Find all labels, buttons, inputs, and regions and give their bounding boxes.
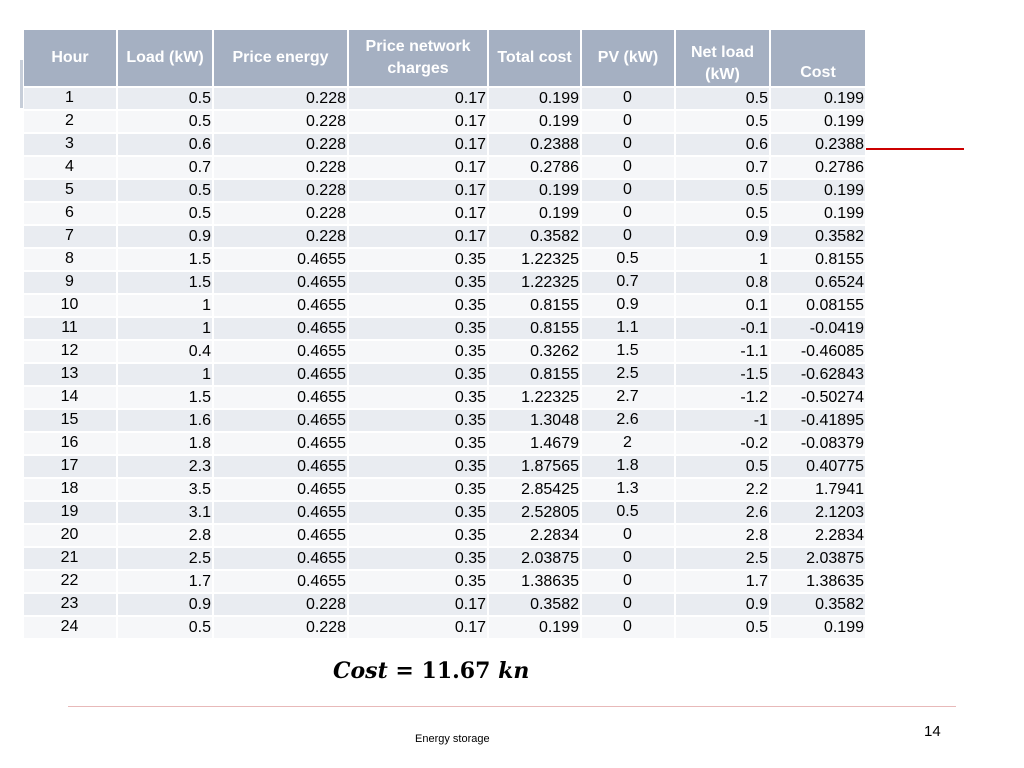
table-row bbox=[24, 547, 865, 570]
header-cost: Cost bbox=[770, 30, 865, 87]
header-total-cost: Total cost bbox=[488, 30, 581, 87]
cell-total-cost: 0.199 bbox=[488, 110, 581, 133]
cell-total-cost: 1.4679 bbox=[488, 432, 581, 455]
cell-hour: 3 bbox=[24, 133, 117, 156]
cell-net-load: 1 bbox=[675, 248, 770, 271]
cell-price-network: 0.17 bbox=[348, 156, 488, 179]
cell-load: 2.8 bbox=[117, 524, 213, 547]
cell-net-load: -0.1 bbox=[675, 317, 770, 340]
cell-cost: 0.6524 bbox=[770, 271, 865, 294]
cell-price-network: 0.35 bbox=[348, 317, 488, 340]
cell-price-network: 0.35 bbox=[348, 455, 488, 478]
cell-load: 1.8 bbox=[117, 432, 213, 455]
cell-hour: 15 bbox=[24, 409, 117, 432]
cell-cost: 2.03875 bbox=[770, 547, 865, 570]
cell-load: 0.9 bbox=[117, 225, 213, 248]
cell-price-network: 0.35 bbox=[348, 363, 488, 386]
cell-price-energy: 0.228 bbox=[213, 225, 348, 248]
cell-load: 0.5 bbox=[117, 110, 213, 133]
cell-pv: 0 bbox=[581, 87, 675, 110]
cell-hour: 23 bbox=[24, 593, 117, 616]
cell-price-network: 0.35 bbox=[348, 409, 488, 432]
cell-cost: 0.199 bbox=[770, 179, 865, 202]
cell-cost: 1.38635 bbox=[770, 570, 865, 593]
cell-total-cost: 2.03875 bbox=[488, 547, 581, 570]
header-net-load-line2: (kW) bbox=[705, 66, 740, 83]
cell-pv: 1.8 bbox=[581, 455, 675, 478]
table-header-row bbox=[24, 30, 865, 87]
cell-pv: 2.7 bbox=[581, 386, 675, 409]
header-price-network-line2: charges bbox=[387, 60, 449, 77]
cell-hour: 2 bbox=[24, 110, 117, 133]
cell-hour: 1 bbox=[24, 87, 117, 110]
formula-equals: = bbox=[395, 658, 414, 684]
cell-price-energy: 0.4655 bbox=[213, 570, 348, 593]
cell-pv: 2.5 bbox=[581, 363, 675, 386]
header-price-energy: Price energy bbox=[213, 30, 348, 87]
cell-pv: 0 bbox=[581, 225, 675, 248]
cell-price-energy: 0.4655 bbox=[213, 524, 348, 547]
cell-price-network: 0.17 bbox=[348, 616, 488, 639]
cell-net-load: -1 bbox=[675, 409, 770, 432]
table-row bbox=[24, 202, 865, 225]
table-row bbox=[24, 432, 865, 455]
cell-net-load: 0.8 bbox=[675, 271, 770, 294]
cell-net-load: 1.7 bbox=[675, 570, 770, 593]
cell-net-load: 0.5 bbox=[675, 616, 770, 639]
table-row bbox=[24, 225, 865, 248]
cell-net-load: 0.5 bbox=[675, 179, 770, 202]
cell-net-load: -1.2 bbox=[675, 386, 770, 409]
cell-load: 1 bbox=[117, 317, 213, 340]
header-net-load-line1: Net load bbox=[690, 44, 755, 61]
cell-cost: -0.50274 bbox=[770, 386, 865, 409]
cell-load: 1 bbox=[117, 363, 213, 386]
cell-pv: 0 bbox=[581, 570, 675, 593]
page-number: 14 bbox=[924, 723, 941, 740]
table-row bbox=[24, 294, 865, 317]
formula-value: 11.67 bbox=[421, 658, 491, 684]
cell-net-load: -1.5 bbox=[675, 363, 770, 386]
cell-pv: 2 bbox=[581, 432, 675, 455]
cell-cost: 0.2388 bbox=[770, 133, 865, 156]
cell-pv: 0 bbox=[581, 547, 675, 570]
cell-total-cost: 0.3582 bbox=[488, 593, 581, 616]
cell-price-network: 0.35 bbox=[348, 570, 488, 593]
table-row bbox=[24, 593, 865, 616]
cell-total-cost: 0.2786 bbox=[488, 156, 581, 179]
cell-price-energy: 0.228 bbox=[213, 202, 348, 225]
cell-cost: -0.62843 bbox=[770, 363, 865, 386]
cell-net-load: -1.1 bbox=[675, 340, 770, 363]
cell-load: 0.5 bbox=[117, 202, 213, 225]
header-load: Load (kW) bbox=[117, 30, 213, 87]
cell-cost: 0.199 bbox=[770, 110, 865, 133]
cell-price-energy: 0.4655 bbox=[213, 271, 348, 294]
cell-hour: 24 bbox=[24, 616, 117, 639]
cell-net-load: 0.9 bbox=[675, 225, 770, 248]
footer-divider bbox=[68, 706, 956, 707]
cell-hour: 6 bbox=[24, 202, 117, 225]
cell-load: 1 bbox=[117, 294, 213, 317]
cell-price-network: 0.35 bbox=[348, 432, 488, 455]
cell-pv: 0.9 bbox=[581, 294, 675, 317]
cell-cost: 0.3582 bbox=[770, 225, 865, 248]
cell-total-cost: 1.38635 bbox=[488, 570, 581, 593]
red-annotation-line bbox=[866, 148, 964, 150]
cell-pv: 0 bbox=[581, 202, 675, 225]
cell-net-load: 2.8 bbox=[675, 524, 770, 547]
cell-load: 1.5 bbox=[117, 248, 213, 271]
cell-net-load: 0.5 bbox=[675, 87, 770, 110]
table-row bbox=[24, 409, 865, 432]
cell-hour: 7 bbox=[24, 225, 117, 248]
cell-net-load: 0.5 bbox=[675, 455, 770, 478]
cell-load: 1.7 bbox=[117, 570, 213, 593]
cell-pv: 0.5 bbox=[581, 501, 675, 524]
cell-price-energy: 0.4655 bbox=[213, 409, 348, 432]
cell-price-energy: 0.4655 bbox=[213, 363, 348, 386]
cell-price-energy: 0.4655 bbox=[213, 455, 348, 478]
cell-net-load: 2.2 bbox=[675, 478, 770, 501]
table-row bbox=[24, 363, 865, 386]
cell-pv: 0 bbox=[581, 156, 675, 179]
cell-net-load: 2.5 bbox=[675, 547, 770, 570]
cell-price-energy: 0.4655 bbox=[213, 340, 348, 363]
cell-price-energy: 0.228 bbox=[213, 156, 348, 179]
cell-pv: 1.5 bbox=[581, 340, 675, 363]
cell-price-energy: 0.228 bbox=[213, 87, 348, 110]
cell-price-network: 0.35 bbox=[348, 386, 488, 409]
cell-price-network: 0.17 bbox=[348, 202, 488, 225]
table-row bbox=[24, 455, 865, 478]
cell-total-cost: 0.3582 bbox=[488, 225, 581, 248]
cell-total-cost: 0.8155 bbox=[488, 363, 581, 386]
cell-hour: 18 bbox=[24, 478, 117, 501]
cell-load: 0.5 bbox=[117, 179, 213, 202]
cell-hour: 21 bbox=[24, 547, 117, 570]
cell-total-cost: 0.3262 bbox=[488, 340, 581, 363]
cell-price-network: 0.35 bbox=[348, 524, 488, 547]
cell-load: 0.7 bbox=[117, 156, 213, 179]
formula-unit: kn bbox=[498, 658, 530, 684]
cell-cost: 0.199 bbox=[770, 616, 865, 639]
cell-price-energy: 0.228 bbox=[213, 179, 348, 202]
slide-edge-marker bbox=[20, 60, 23, 108]
table-row bbox=[24, 87, 865, 110]
table-row bbox=[24, 340, 865, 363]
cell-cost: -0.0419 bbox=[770, 317, 865, 340]
cell-net-load: 0.9 bbox=[675, 593, 770, 616]
cell-cost: 2.2834 bbox=[770, 524, 865, 547]
cell-cost: 0.2786 bbox=[770, 156, 865, 179]
table-row bbox=[24, 501, 865, 524]
cell-price-energy: 0.4655 bbox=[213, 248, 348, 271]
cell-cost: -0.46085 bbox=[770, 340, 865, 363]
table-row bbox=[24, 317, 865, 340]
cell-total-cost: 2.52805 bbox=[488, 501, 581, 524]
table-row bbox=[24, 271, 865, 294]
cell-load: 3.5 bbox=[117, 478, 213, 501]
cell-hour: 10 bbox=[24, 294, 117, 317]
cell-price-energy: 0.228 bbox=[213, 616, 348, 639]
cell-hour: 9 bbox=[24, 271, 117, 294]
cell-load: 0.5 bbox=[117, 87, 213, 110]
cell-total-cost: 1.22325 bbox=[488, 248, 581, 271]
cell-total-cost: 0.199 bbox=[488, 616, 581, 639]
cell-total-cost: 0.199 bbox=[488, 179, 581, 202]
cell-hour: 19 bbox=[24, 501, 117, 524]
cell-pv: 0 bbox=[581, 593, 675, 616]
cell-load: 1.5 bbox=[117, 386, 213, 409]
header-price-network-line1: Price network bbox=[365, 38, 471, 55]
cell-price-energy: 0.4655 bbox=[213, 294, 348, 317]
table-row bbox=[24, 616, 865, 639]
cell-price-network: 0.35 bbox=[348, 340, 488, 363]
table-row bbox=[24, 179, 865, 202]
cell-cost: 2.1203 bbox=[770, 501, 865, 524]
cell-total-cost: 1.22325 bbox=[488, 386, 581, 409]
cell-net-load: 0.7 bbox=[675, 156, 770, 179]
cell-net-load: 0.6 bbox=[675, 133, 770, 156]
table-row bbox=[24, 133, 865, 156]
cell-load: 1.6 bbox=[117, 409, 213, 432]
cell-pv: 1.3 bbox=[581, 478, 675, 501]
cell-pv: 0 bbox=[581, 133, 675, 156]
cell-cost: -0.08379 bbox=[770, 432, 865, 455]
header-hour: Hour bbox=[24, 30, 117, 87]
cell-price-network: 0.35 bbox=[348, 271, 488, 294]
cell-hour: 20 bbox=[24, 524, 117, 547]
cell-price-energy: 0.4655 bbox=[213, 386, 348, 409]
header-pv: PV (kW) bbox=[581, 30, 675, 87]
cell-cost: 0.199 bbox=[770, 202, 865, 225]
cell-net-load: -0.2 bbox=[675, 432, 770, 455]
cell-load: 0.9 bbox=[117, 593, 213, 616]
cell-cost: 0.199 bbox=[770, 87, 865, 110]
cell-total-cost: 0.8155 bbox=[488, 317, 581, 340]
cell-hour: 4 bbox=[24, 156, 117, 179]
cell-hour: 5 bbox=[24, 179, 117, 202]
cell-pv: 0 bbox=[581, 110, 675, 133]
cell-price-energy: 0.4655 bbox=[213, 478, 348, 501]
cell-price-energy: 0.4655 bbox=[213, 432, 348, 455]
cell-net-load: 2.6 bbox=[675, 501, 770, 524]
cell-pv: 0.5 bbox=[581, 248, 675, 271]
cell-cost: 0.40775 bbox=[770, 455, 865, 478]
cell-price-energy: 0.228 bbox=[213, 133, 348, 156]
cell-cost: 0.08155 bbox=[770, 294, 865, 317]
cell-load: 2.3 bbox=[117, 455, 213, 478]
cell-price-energy: 0.4655 bbox=[213, 317, 348, 340]
cell-cost: 1.7941 bbox=[770, 478, 865, 501]
cell-total-cost: 0.2388 bbox=[488, 133, 581, 156]
table-row bbox=[24, 570, 865, 593]
cell-load: 0.4 bbox=[117, 340, 213, 363]
hourly-cost-table bbox=[24, 30, 865, 640]
header-price-network bbox=[348, 30, 488, 87]
header-net-load bbox=[675, 30, 770, 87]
cell-pv: 0 bbox=[581, 179, 675, 202]
cell-hour: 13 bbox=[24, 363, 117, 386]
cell-load: 1.5 bbox=[117, 271, 213, 294]
cell-pv: 0 bbox=[581, 524, 675, 547]
cell-net-load: 0.1 bbox=[675, 294, 770, 317]
cell-price-network: 0.35 bbox=[348, 294, 488, 317]
table-body bbox=[24, 87, 865, 639]
cell-price-network: 0.17 bbox=[348, 179, 488, 202]
cell-price-network: 0.17 bbox=[348, 110, 488, 133]
table-row bbox=[24, 386, 865, 409]
table-row bbox=[24, 248, 865, 271]
table-row bbox=[24, 524, 865, 547]
formula-lhs: Cost bbox=[333, 658, 388, 684]
cell-price-energy: 0.4655 bbox=[213, 547, 348, 570]
cost-formula bbox=[333, 658, 529, 684]
cell-hour: 22 bbox=[24, 570, 117, 593]
cell-total-cost: 1.22325 bbox=[488, 271, 581, 294]
cell-price-energy: 0.228 bbox=[213, 593, 348, 616]
footer-title: Energy storage bbox=[415, 733, 490, 745]
cell-net-load: 0.5 bbox=[675, 110, 770, 133]
cell-price-network: 0.35 bbox=[348, 478, 488, 501]
cell-pv: 2.6 bbox=[581, 409, 675, 432]
cell-hour: 11 bbox=[24, 317, 117, 340]
cell-hour: 14 bbox=[24, 386, 117, 409]
cell-total-cost: 1.3048 bbox=[488, 409, 581, 432]
table-row bbox=[24, 110, 865, 133]
cell-load: 0.6 bbox=[117, 133, 213, 156]
cell-hour: 8 bbox=[24, 248, 117, 271]
table-row bbox=[24, 478, 865, 501]
cell-load: 0.5 bbox=[117, 616, 213, 639]
table-row bbox=[24, 156, 865, 179]
cell-cost: 0.3582 bbox=[770, 593, 865, 616]
cell-pv: 0.7 bbox=[581, 271, 675, 294]
cell-cost: 0.8155 bbox=[770, 248, 865, 271]
cell-total-cost: 0.199 bbox=[488, 202, 581, 225]
cell-hour: 12 bbox=[24, 340, 117, 363]
cell-hour: 16 bbox=[24, 432, 117, 455]
cell-pv: 0 bbox=[581, 616, 675, 639]
cell-cost: -0.41895 bbox=[770, 409, 865, 432]
cell-price-network: 0.17 bbox=[348, 87, 488, 110]
cell-price-network: 0.17 bbox=[348, 133, 488, 156]
cell-price-network: 0.35 bbox=[348, 248, 488, 271]
cell-total-cost: 0.8155 bbox=[488, 294, 581, 317]
cell-price-energy: 0.228 bbox=[213, 110, 348, 133]
cell-price-network: 0.17 bbox=[348, 593, 488, 616]
cell-price-energy: 0.4655 bbox=[213, 501, 348, 524]
cell-price-network: 0.35 bbox=[348, 547, 488, 570]
cell-total-cost: 0.199 bbox=[488, 87, 581, 110]
cell-total-cost: 1.87565 bbox=[488, 455, 581, 478]
cell-load: 2.5 bbox=[117, 547, 213, 570]
cell-pv: 1.1 bbox=[581, 317, 675, 340]
cell-price-network: 0.35 bbox=[348, 501, 488, 524]
cell-total-cost: 2.2834 bbox=[488, 524, 581, 547]
cell-price-network: 0.17 bbox=[348, 225, 488, 248]
cell-net-load: 0.5 bbox=[675, 202, 770, 225]
cell-load: 3.1 bbox=[117, 501, 213, 524]
cell-hour: 17 bbox=[24, 455, 117, 478]
cell-total-cost: 2.85425 bbox=[488, 478, 581, 501]
